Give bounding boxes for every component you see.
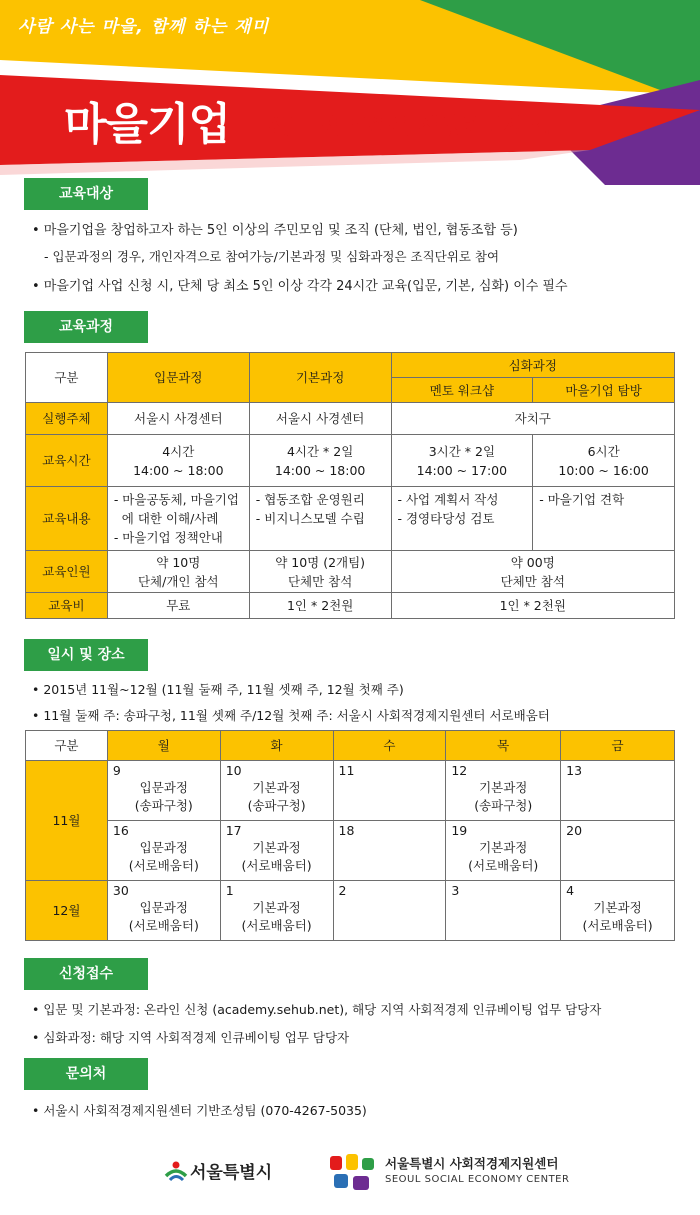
course-row-label-executor: 실행주체: [26, 403, 108, 435]
calendar-day-cell: [333, 881, 446, 941]
course-cell: [533, 487, 675, 551]
sse-center-name-en: SEOUL SOCIAL ECONOMY CENTER: [385, 1174, 570, 1185]
calendar-day-cell: [561, 881, 675, 941]
course-cell: [107, 487, 249, 551]
calendar-event: 입문과정: [139, 780, 188, 795]
calendar-event-place: (서로배움터): [582, 918, 653, 933]
calendar-day-number: 4: [566, 883, 575, 898]
course-cell: 1인 * 2천원: [249, 593, 391, 619]
section-label-apply: 신청접수: [24, 958, 148, 990]
page-subtitle: 설립 전 교육을 신청해보세요.: [268, 115, 555, 140]
slogan: 사람 사는 마을, 함께 하는 재미: [18, 17, 270, 37]
calendar-event-place: (서로배움터): [468, 858, 539, 873]
schedule-calendar: [25, 730, 675, 941]
calendar-event: 기본과정: [479, 840, 528, 855]
course-cell-line: - 마을공동체, 마을기업: [113, 492, 239, 507]
calendar-day-number: 17: [225, 823, 242, 838]
calendar-event-place: (서로배움터): [241, 918, 312, 933]
calendar-header-mon: 월: [107, 731, 220, 761]
calendar-day-number: 9: [112, 763, 121, 778]
course-cell-line: 14:00 ~ 18:00: [274, 462, 366, 478]
calendar-day-number: 11: [338, 763, 355, 778]
calendar-day-number: 2: [338, 883, 347, 898]
course-table: [25, 352, 675, 619]
footer: [0, 1150, 700, 1200]
calendar-day-number: 3: [451, 883, 460, 898]
course-row-label-time: 교육시간: [26, 435, 108, 487]
calendar-event: 기본과정: [479, 780, 528, 795]
course-cell: [249, 551, 391, 593]
calendar-day-cell: [446, 881, 561, 941]
calendar-day-number: 18: [338, 823, 355, 838]
course-cell-line: 3시간 * 2일: [428, 443, 496, 459]
calendar-day-cell: [107, 821, 220, 881]
calendar-day-cell: [446, 821, 561, 881]
calendar-day-number: 12: [451, 763, 468, 778]
course-cell-line: 단체만 참석: [500, 573, 565, 589]
calendar-day-number: 20: [566, 823, 583, 838]
calendar-day-cell: [220, 821, 333, 881]
course-header-basic: 기본과정: [249, 353, 391, 403]
course-header-mentor: 멘토 워크샵: [391, 378, 533, 403]
target-bullet-1: • 마을기업을 창업하고자 하는 5인 이상의 주민모임 및 조직 (단체, 법인, 협동조합 등): [32, 223, 518, 238]
calendar-header-tue: 화: [220, 731, 333, 761]
calendar-day-number: 10: [225, 763, 242, 778]
course-cell-line: 약 10명: [156, 554, 201, 570]
course-cell: 서울시 사경센터: [107, 403, 249, 435]
calendar-day-cell: [107, 881, 220, 941]
apply-bullet-2: • 심화과정: 해당 지역 사회적경제 인큐베이팅 업무 담당자: [32, 1030, 350, 1045]
course-row-label-content: 교육내용: [26, 487, 108, 551]
calendar-event-place: (송파구청): [247, 798, 306, 813]
course-cell: [107, 435, 249, 487]
calendar-event: 기본과정: [252, 900, 301, 915]
course-cell: [249, 435, 391, 487]
section-label-contact: 문의처: [24, 1058, 148, 1090]
course-header-intro: 입문과정: [107, 353, 249, 403]
calendar-day-cell: [561, 821, 675, 881]
course-cell-line: 14:00 ~ 17:00: [416, 462, 508, 478]
course-cell-line: - 마을기업 정책안내: [113, 530, 223, 545]
course-cell-line: 4시간 * 2일: [286, 443, 354, 459]
course-cell-line: - 사업 계획서 작성: [397, 492, 499, 507]
course-cell-line: 10:00 ~ 16:00: [558, 462, 649, 478]
calendar-header-wed: 수: [333, 731, 446, 761]
calendar-day-number: 1: [225, 883, 234, 898]
course-cell: 서울시 사경센터: [249, 403, 391, 435]
sse-center-logo-icon: [326, 1152, 378, 1196]
calendar-day-cell: [333, 821, 446, 881]
calendar-event: 기본과정: [252, 780, 301, 795]
calendar-day-cell: [220, 881, 333, 941]
calendar-month-12: 12월: [26, 881, 108, 941]
target-bullet-1-sub: - 입문과정의 경우, 개인자격으로 참여가능/기본과정 및 심화과정은 조직단위로 참여: [44, 249, 500, 264]
calendar-event: 기본과정: [593, 900, 642, 915]
course-cell: [107, 551, 249, 593]
section-label-target: 교육대상: [24, 178, 148, 210]
schedule-bullet-2: • 11월 둘째 주: 송파구청, 11월 셋째 주/12월 첫째 주: 서울시 사회적경제지원센터 서로배움터: [32, 708, 550, 723]
course-cell: [533, 435, 675, 487]
course-cell-line: 단체만 참석: [287, 573, 353, 589]
course-cell: 자치구: [391, 403, 675, 435]
course-cell-line: 약 10명 (2개팀): [275, 554, 366, 570]
calendar-header-thu: 목: [446, 731, 561, 761]
course-header-visit: 마을기업 탐방: [533, 378, 675, 403]
calendar-event: 입문과정: [139, 900, 188, 915]
calendar-event-place: (서로배움터): [128, 918, 199, 933]
seoul-logo-icon: [164, 1158, 188, 1182]
course-cell-line: - 비지니스모델 수립: [255, 511, 365, 526]
section-label-course: 교육과정: [24, 311, 148, 343]
course-cell: 무료: [107, 593, 249, 619]
course-row-label-fee: 교육비: [26, 593, 108, 619]
calendar-day-cell: [107, 761, 220, 821]
calendar-event: 입문과정: [139, 840, 188, 855]
calendar-event-place: (송파구청): [474, 798, 533, 813]
course-cell: 1인 * 2천원: [391, 593, 675, 619]
course-cell: [391, 487, 533, 551]
apply-bullet-1: • 입문 및 기본과정: 온라인 신청 (academy.sehub.net), 해당 지역 사회적경제 인큐베이팅 업무 담당자: [32, 1002, 602, 1017]
calendar-day-number: 30: [112, 883, 129, 898]
course-cell-line: - 협동조합 운영원리: [255, 492, 365, 507]
course-cell-line: - 경영타당성 검토: [397, 511, 495, 526]
course-cell-line: 에 대한 이해/사례: [113, 511, 219, 526]
course-row-label-people: 교육인원: [26, 551, 108, 593]
target-bullet-2: • 마을기업 사업 신청 시, 단체 당 최소 5인 이상 각각 24시간 교육(입문, 기본, 심화) 이수 필수: [32, 279, 568, 294]
calendar-day-cell: [446, 761, 561, 821]
section-label-schedule: 일시 및 장소: [24, 639, 148, 671]
calendar-day-number: 19: [451, 823, 468, 838]
course-cell-line: 14:00 ~ 18:00: [133, 462, 224, 478]
sse-center-name: 서울특별시 사회적경제지원센터: [385, 1156, 559, 1171]
hero-banner: [0, 0, 700, 185]
calendar-day-number: 13: [566, 763, 583, 778]
course-header-gubun: 구분: [26, 353, 108, 403]
calendar-event-place: (서로배움터): [241, 858, 312, 873]
seoul-logo-text: 서울특별시: [190, 1163, 273, 1183]
course-cell-line: 단체/개인 참석: [137, 573, 219, 589]
calendar-event-place: (송파구청): [134, 798, 193, 813]
course-cell: [391, 551, 675, 593]
calendar-month-11: 11월: [26, 761, 108, 881]
contact-bullet-1: • 서울시 사회적경제지원센터 기반조성팀 (070-4267-5035): [32, 1103, 367, 1118]
calendar-day-cell: [220, 761, 333, 821]
course-cell: [391, 435, 533, 487]
calendar-day-cell: [561, 761, 675, 821]
course-cell-line: - 마을기업 견학: [539, 492, 625, 507]
calendar-event-place: (서로배움터): [128, 858, 199, 873]
calendar-header-gubun: 구분: [26, 731, 108, 761]
course-cell-line: 약 00명: [510, 554, 555, 570]
calendar-day-number: 16: [112, 823, 129, 838]
page-title: 마을기업: [64, 99, 231, 150]
course-cell: [249, 487, 391, 551]
course-header-advanced: 심화과정: [391, 353, 675, 378]
calendar-event: 기본과정: [252, 840, 301, 855]
course-cell-line: 4시간: [162, 443, 195, 459]
calendar-day-cell: [333, 761, 446, 821]
course-cell-line: 6시간: [587, 443, 620, 459]
calendar-header-fri: 금: [561, 731, 675, 761]
schedule-bullet-1: • 2015년 11월~12월 (11월 둘째 주, 11월 셋째 주, 12월 첫째 주): [32, 682, 404, 697]
